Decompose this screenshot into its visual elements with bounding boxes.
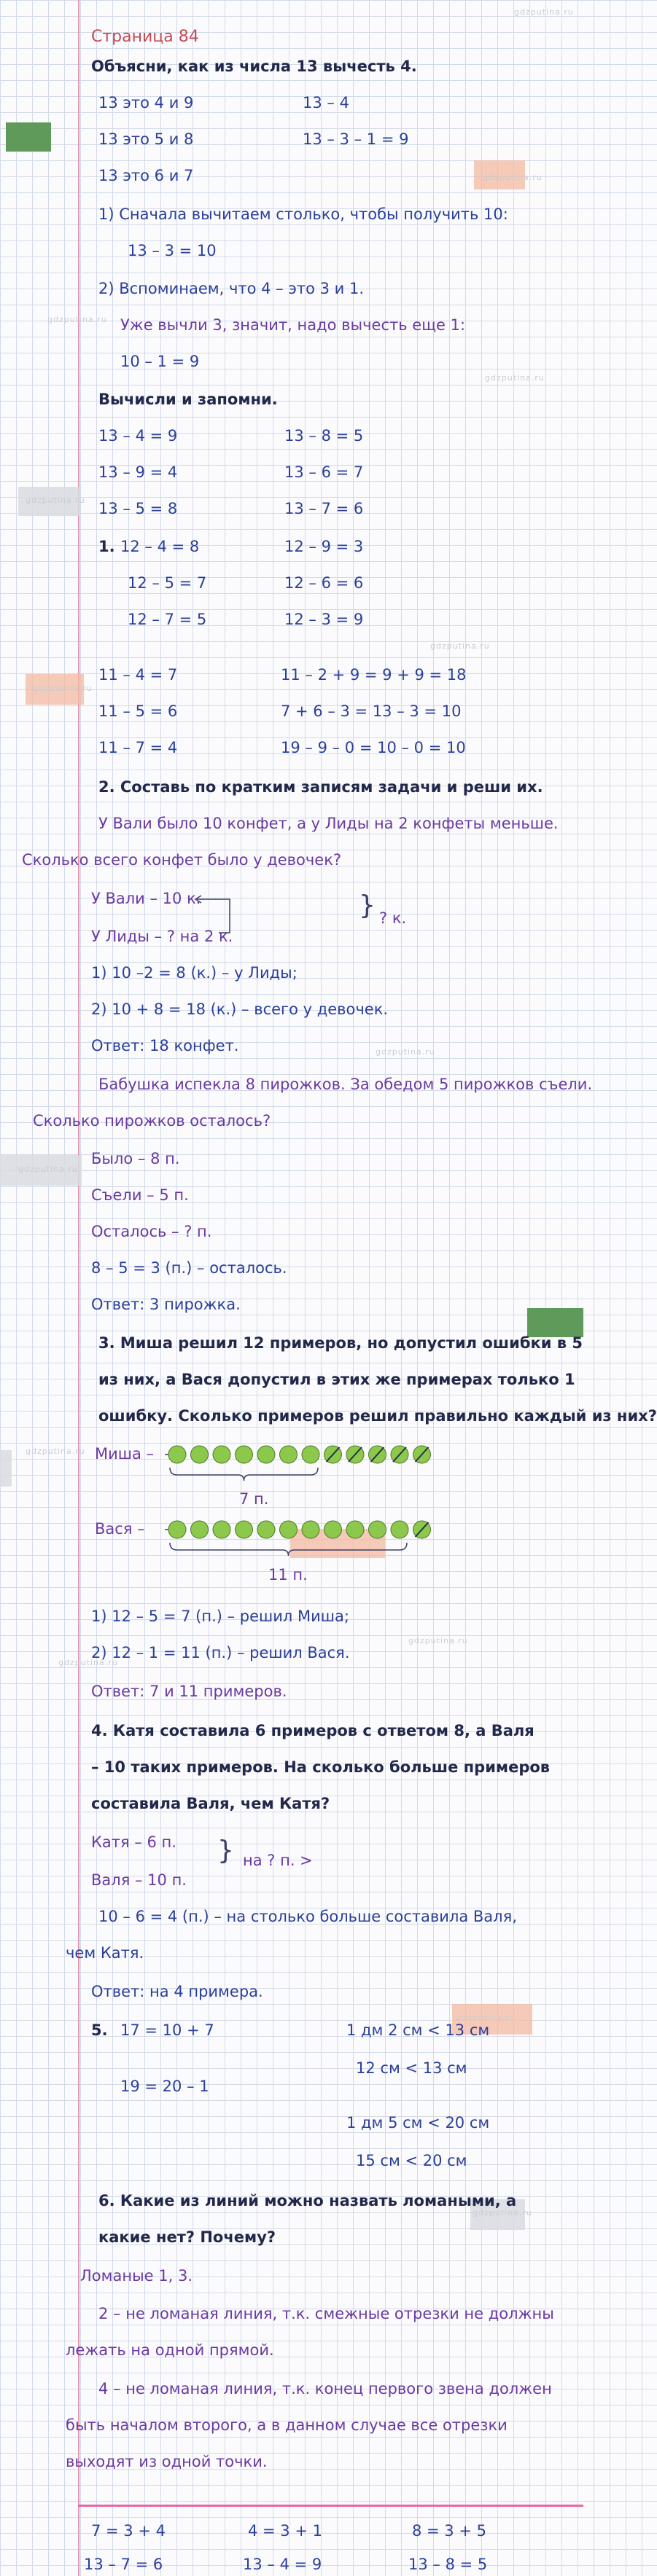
equation: 13 – 4	[303, 94, 349, 111]
diagram-label: Вася –	[95, 1520, 145, 1538]
solution-line: чем Катя.	[66, 1944, 144, 1962]
vasya-example-circle	[324, 1521, 342, 1538]
answer-line: Ломаные 1, 3.	[80, 2267, 193, 2285]
vasya-brace	[170, 1543, 407, 1556]
vasya-example-circle	[257, 1521, 275, 1538]
comparison: 15 см < 20 см	[356, 2152, 467, 2169]
explanation-line: Уже вычли 3, значит, надо вычесть еще 1:	[120, 316, 466, 334]
equation: 12 – 4 = 8	[120, 538, 200, 555]
answer-line: быть началом второго, а в данном случае все отрезки	[66, 2416, 508, 2434]
task-text: Бабушка испекла 8 пирожков. За обедом 5 пирожков съели.	[98, 1076, 593, 1093]
equation: 12 – 7 = 5	[128, 611, 207, 628]
task-text: У Вали было 10 конфет, а у Лиды на 2 конфеты меньше.	[98, 815, 559, 832]
brace-label: 7 п.	[239, 1490, 269, 1508]
equation: 13 – 4 = 9	[243, 2556, 322, 2573]
equation: 13 – 4 = 9	[98, 427, 178, 445]
section-heading: 2. Составь по кратким записям задачи и реши их.	[98, 778, 543, 796]
task-text: – 10 таких примеров. На сколько больше примеров	[91, 1758, 551, 1776]
watermark: gdzputina.ru	[26, 496, 85, 505]
watermark: gdzputina.ru	[430, 641, 490, 651]
equation: 11 – 7 = 4	[98, 739, 178, 756]
answer-line: выходят из одной точки.	[66, 2453, 268, 2470]
page-title: Страница 84	[91, 28, 199, 46]
task-number: 1.	[98, 538, 115, 555]
short-note: У Лиды – ? на 2 к.	[91, 928, 233, 945]
misha-example-circle	[213, 1446, 230, 1463]
watermark: gdzputina.ru	[473, 2208, 532, 2217]
short-note: Было – 8 п.	[91, 1150, 180, 1167]
short-note: У Вали – 10 к.	[91, 890, 201, 907]
watermark: gdzputina.ru	[376, 1047, 435, 1057]
equation: 13 это 6 и 7	[98, 167, 194, 184]
equation: 19 – 9 – 0 = 10 – 0 = 10	[281, 739, 466, 756]
equation: 7 = 3 + 4	[91, 2522, 166, 2540]
task-text: составила Валя, чем Катя?	[91, 1795, 330, 1812]
equation: 4 = 3 + 1	[248, 2522, 322, 2540]
brace: }	[217, 1836, 234, 1866]
brace-label: 11 п.	[268, 1566, 308, 1583]
section-heading: Объясни, как из числа 13 вычесть 4.	[91, 58, 417, 75]
short-note: Съели – 5 п.	[91, 1186, 189, 1204]
equation: 13 – 3 = 10	[128, 242, 217, 259]
equation: 11 – 2 + 9 = 9 + 9 = 18	[281, 666, 467, 684]
solution-line: 2) 12 – 1 = 11 (п.) – решил Вася.	[91, 1644, 350, 1661]
short-note: Валя – 10 п.	[91, 1871, 187, 1889]
watermark: gdzputina.ru	[18, 1164, 78, 1174]
equation: 10 – 1 = 9	[120, 353, 200, 370]
task-text: 3. Миша решил 12 примеров, но допустил ошибки в 5	[98, 1334, 583, 1352]
equation: 13 – 7 = 6	[284, 500, 364, 517]
solution-line: 1) 10 –2 = 8 (к.) – у Лиды;	[91, 964, 298, 982]
comparison: 12 см < 13 см	[356, 2059, 467, 2077]
equation: 19 = 20 – 1	[120, 2078, 209, 2095]
short-note: на ? п. >	[243, 1852, 313, 1869]
watermark: gdzputina.ru	[33, 684, 93, 693]
equation: 13 – 7 = 6	[84, 2556, 163, 2573]
explanation-line: 1) Сначала вычитаем столько, чтобы получить 10:	[98, 205, 508, 223]
misha-example-circle	[302, 1446, 319, 1463]
watermark: gdzputina.ru	[456, 2013, 516, 2022]
task-text: ошибку. Сколько примеров решил правильно каждый из них?	[98, 1407, 657, 1425]
misha-example-circle	[236, 1446, 253, 1463]
vasya-example-circle	[191, 1521, 209, 1538]
misha-example-circle	[257, 1446, 275, 1463]
vasya-example-circle	[369, 1521, 386, 1538]
misha-example-circle	[168, 1446, 186, 1463]
watermark: gdzputina.ru	[483, 173, 543, 182]
equation: 11 – 4 = 7	[98, 666, 178, 684]
equation: 13 – 9 = 4	[98, 463, 178, 481]
comparison: 1 дм 2 см < 13 см	[346, 2021, 490, 2039]
equation: 13 – 5 = 8	[98, 500, 178, 517]
bottom-divider	[78, 2505, 583, 2507]
equation: 13 – 8 = 5	[284, 427, 364, 445]
equation: 12 – 3 = 9	[284, 611, 364, 628]
task-text: какие нет? Почему?	[98, 2228, 276, 2246]
short-note: Катя – 6 п.	[91, 1833, 176, 1851]
answer-line: 2 – не ломаная линия, т.к. смежные отрезки не должны	[98, 2305, 554, 2322]
watermark: gdzputina.ru	[26, 1446, 85, 1456]
equation: 11 – 5 = 6	[98, 702, 178, 720]
misha-example-circle	[191, 1446, 209, 1463]
equation: 13 это 4 и 9	[98, 94, 194, 111]
answer-line: Ответ: 18 конфет.	[91, 1037, 239, 1054]
equation: 13 это 5 и 8	[98, 130, 194, 148]
task-text: Сколько всего конфет было у девочек?	[22, 851, 342, 869]
equation: 13 – 3 – 1 = 9	[303, 130, 409, 148]
watermark: gdzputina.ru	[514, 7, 574, 17]
vasya-example-circle	[302, 1521, 319, 1538]
equation: 8 = 3 + 5	[412, 2522, 486, 2540]
task-text: Сколько пирожков осталось?	[33, 1112, 271, 1130]
vasya-example-circle	[346, 1521, 364, 1538]
equation: 13 – 6 = 7	[284, 463, 364, 481]
brace: }	[359, 890, 376, 920]
answer-line: Ответ: 7 и 11 примеров.	[91, 1683, 287, 1700]
task-number: 5.	[91, 2021, 108, 2039]
task-text: 6. Какие из линий можно назвать ломаными, а	[98, 2192, 517, 2209]
task-text: из них, а Вася допустил в этих же примерах только 1	[98, 1371, 575, 1388]
vasya-example-circle	[391, 1521, 408, 1538]
watermark: gdzputina.ru	[408, 1636, 468, 1645]
misha-brace	[170, 1468, 318, 1481]
equation: 12 – 6 = 6	[284, 574, 364, 592]
task-text: 4. Катя составила 6 примеров с ответом 8, а Валя	[91, 1722, 534, 1739]
watermark: gdzputina.ru	[58, 1658, 118, 1667]
watermark: gdzputina.ru	[485, 373, 545, 383]
solution-line: 2) 10 + 8 = 18 (к.) – всего у девочек.	[91, 1001, 389, 1018]
explanation-line: 2) Вспоминаем, что 4 – это 3 и 1.	[98, 280, 365, 297]
diagram-label: Миша –	[95, 1445, 155, 1463]
vasya-example-circle	[213, 1521, 230, 1538]
comparison: 1 дм 5 см < 20 см	[346, 2114, 490, 2131]
equation: 12 – 5 = 7	[128, 574, 207, 592]
short-note: Осталось – ? п.	[91, 1223, 212, 1240]
vasya-example-circle	[168, 1521, 186, 1538]
answer-line: Ответ: 3 пирожка.	[91, 1296, 241, 1313]
solution-line: 1) 12 – 5 = 7 (п.) – решил Миша;	[91, 1608, 349, 1625]
equation: 13 – 8 = 5	[408, 2556, 488, 2573]
answer-line: 4 – не ломаная линия, т.к. конец первого звена должен	[98, 2380, 552, 2397]
equation: 7 + 6 – 3 = 13 – 3 = 10	[281, 702, 462, 720]
short-note: ? к.	[379, 909, 407, 927]
vasya-example-circle	[236, 1521, 253, 1538]
equation: 12 – 9 = 3	[284, 538, 364, 555]
vasya-example-circle	[280, 1521, 298, 1538]
watermark: gdzputina.ru	[47, 315, 107, 324]
solution-line: 8 – 5 = 3 (п.) – осталось.	[91, 1259, 287, 1277]
equation: 17 = 10 + 7	[120, 2021, 214, 2039]
solution-line: 10 – 6 = 4 (п.) – на столько больше составила Валя,	[98, 1908, 517, 1925]
answer-line: лежать на одной прямой.	[66, 2341, 274, 2359]
misha-example-circle	[280, 1446, 298, 1463]
answer-line: Ответ: на 4 примера.	[91, 1983, 263, 2000]
section-heading: Вычисли и запомни.	[98, 391, 278, 408]
